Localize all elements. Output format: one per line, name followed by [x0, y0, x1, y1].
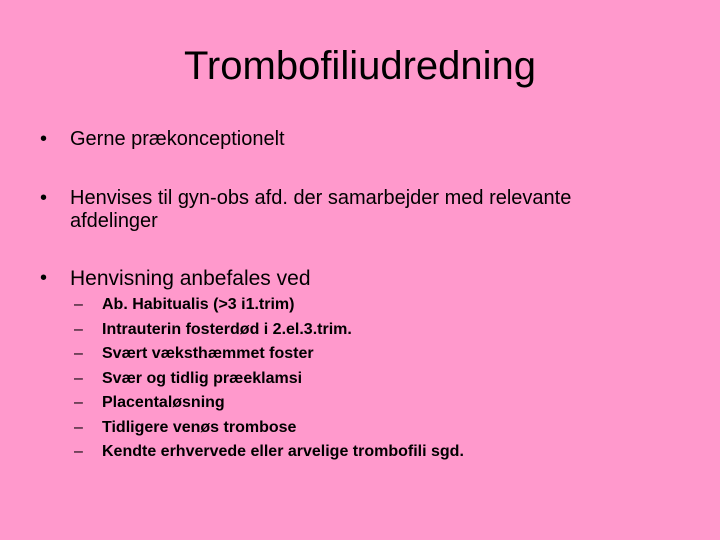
- dash-marker: –: [74, 296, 83, 313]
- sub-bullet-item: [74, 367, 674, 392]
- dash-marker: –: [74, 369, 83, 387]
- sub-bullet-item: [74, 342, 674, 367]
- bullet-marker: •: [40, 267, 48, 289]
- sub-bullet-item: [74, 416, 674, 441]
- bullet-item: [40, 187, 660, 233]
- sub-bullet-item: [74, 293, 674, 318]
- sub-bullet-item: [74, 440, 674, 465]
- sub-bullet-list: [74, 293, 674, 465]
- dash-marker: –: [74, 345, 83, 362]
- dash-marker: –: [74, 320, 83, 338]
- bullet-marker: •: [40, 128, 48, 150]
- sub-bullet-text: Kendte erhvervede eller arvelige trombofili sgd.: [102, 443, 464, 460]
- bullet-marker: •: [40, 187, 48, 209]
- dash-marker: –: [74, 443, 83, 460]
- sub-bullet-item: [74, 391, 674, 416]
- slide-title: Trombofiliudredning: [183, 44, 537, 88]
- bullet-text: Henvisning anbefales ved: [70, 267, 311, 290]
- sub-bullet-text: Svært væksthæmmet foster: [102, 345, 314, 362]
- sub-bullet-item: [74, 318, 674, 343]
- bullet-text: Henvises til gyn-obs afd. der samarbejder med relevante afdelinger: [70, 187, 572, 232]
- dash-marker: –: [74, 394, 83, 411]
- sub-bullet-text: Intrauterin fosterdød i 2.el.3.trim.: [102, 320, 352, 338]
- bullet-item: [40, 128, 660, 151]
- sub-bullet-text: Ab. Habitualis (>3 i1.trim): [102, 296, 295, 313]
- bullet-item: [40, 267, 660, 290]
- bullet-text: Gerne prækonceptionelt: [70, 128, 285, 150]
- dash-marker: –: [74, 418, 83, 436]
- sub-bullet-text: Svær og tidlig præeklamsi: [102, 369, 303, 387]
- sub-bullet-text: Tidligere venøs trombose: [102, 418, 297, 436]
- sub-bullet-text: Placentaløsning: [102, 394, 225, 411]
